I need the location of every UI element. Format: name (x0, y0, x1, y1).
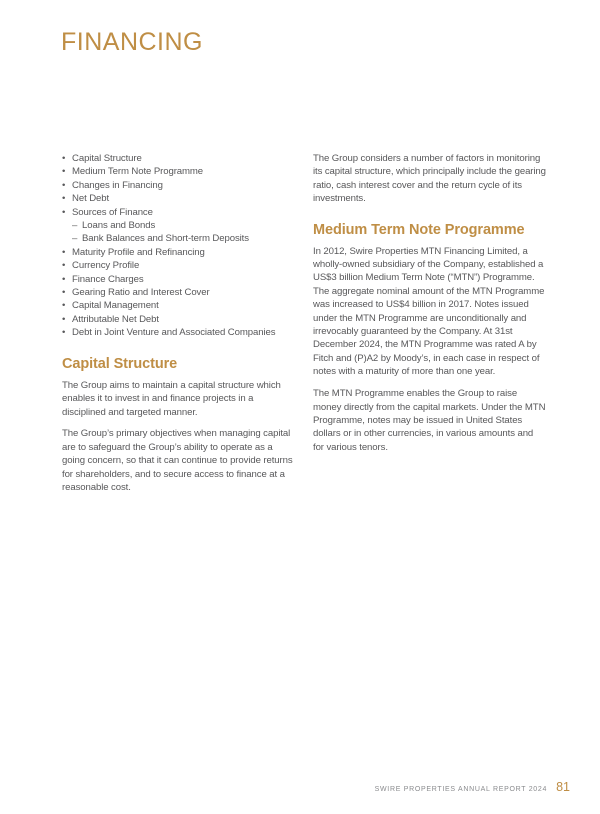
section-heading-capital-structure: Capital Structure (62, 355, 178, 372)
list-item: • Sources of Finance (62, 206, 295, 219)
list-item: • Gearing Ratio and Interest Cover (62, 286, 295, 299)
contents-list (62, 152, 295, 340)
list-item: • Attributable Net Debt (62, 313, 295, 326)
list-item: • Medium Term Note Programme (62, 165, 295, 178)
list-subitem: – Bank Balances and Short-term Deposits (62, 232, 295, 245)
section-heading-mtn-programme: Medium Term Note Programme (313, 221, 525, 238)
list-subitem: – Loans and Bonds (62, 219, 295, 232)
paragraph: The MTN Programme enables the Group to raise money directly from the capital markets. Under the MTN Programme, notes may be issued in United States dollars or in other currencies, in various amounts and for various tenors. (313, 388, 546, 453)
page-number: 81 (556, 780, 570, 794)
paragraph: The Group’s primary objectives when managing capital are to safeguard the Group’s ability to operate as a going concern, so that it can continue to provide returns for shareholders, and to secure access to finance at a reasonable cost. (62, 428, 293, 494)
left-column (62, 152, 295, 503)
list-item: • Net Debt (62, 192, 295, 205)
list-item: • Finance Charges (62, 273, 295, 286)
list-item: • Changes in Financing (62, 179, 295, 192)
list-item: • Debt in Joint Venture and Associated Companies (62, 326, 295, 339)
list-item: • Maturity Profile and Refinancing (62, 246, 295, 259)
list-item: • Capital Management (62, 299, 295, 312)
paragraph: The Group considers a number of factors in monitoring its capital structure, which principally include the gearing ratio, cash interest cover and the return cycle of its investments. (313, 153, 546, 205)
page-title: FINANCING (61, 28, 203, 56)
list-item: • Capital Structure (62, 152, 295, 165)
right-column (313, 152, 546, 503)
list-item: • Currency Profile (62, 259, 295, 272)
paragraph: The Group aims to maintain a capital structure which enables it to invest in and finance projects in a disciplined and targeted manner. (62, 379, 281, 418)
report-name: SWIRE PROPERTIES ANNUAL REPORT 2024 (374, 786, 548, 793)
page-footer (375, 780, 570, 794)
content-columns (62, 152, 546, 503)
paragraph: In 2012, Swire Properties MTN Financing Limited, a wholly-owned subsidiary of the Company, established a US$3 billion Medium Term Note (“MTN”) Programme. The aggregate nominal amount of the MTN Programme was increased to US$4 billion in 2017. Notes issued under the MTN Programme are unconditionally and irrevocably guaranteed by the Company. At 31st December 2024, the MTN Programme was rated A by Fitch and (P)A2 by Moody’s, in each case in respect of notes with a maturity of more than one year. (313, 245, 545, 378)
